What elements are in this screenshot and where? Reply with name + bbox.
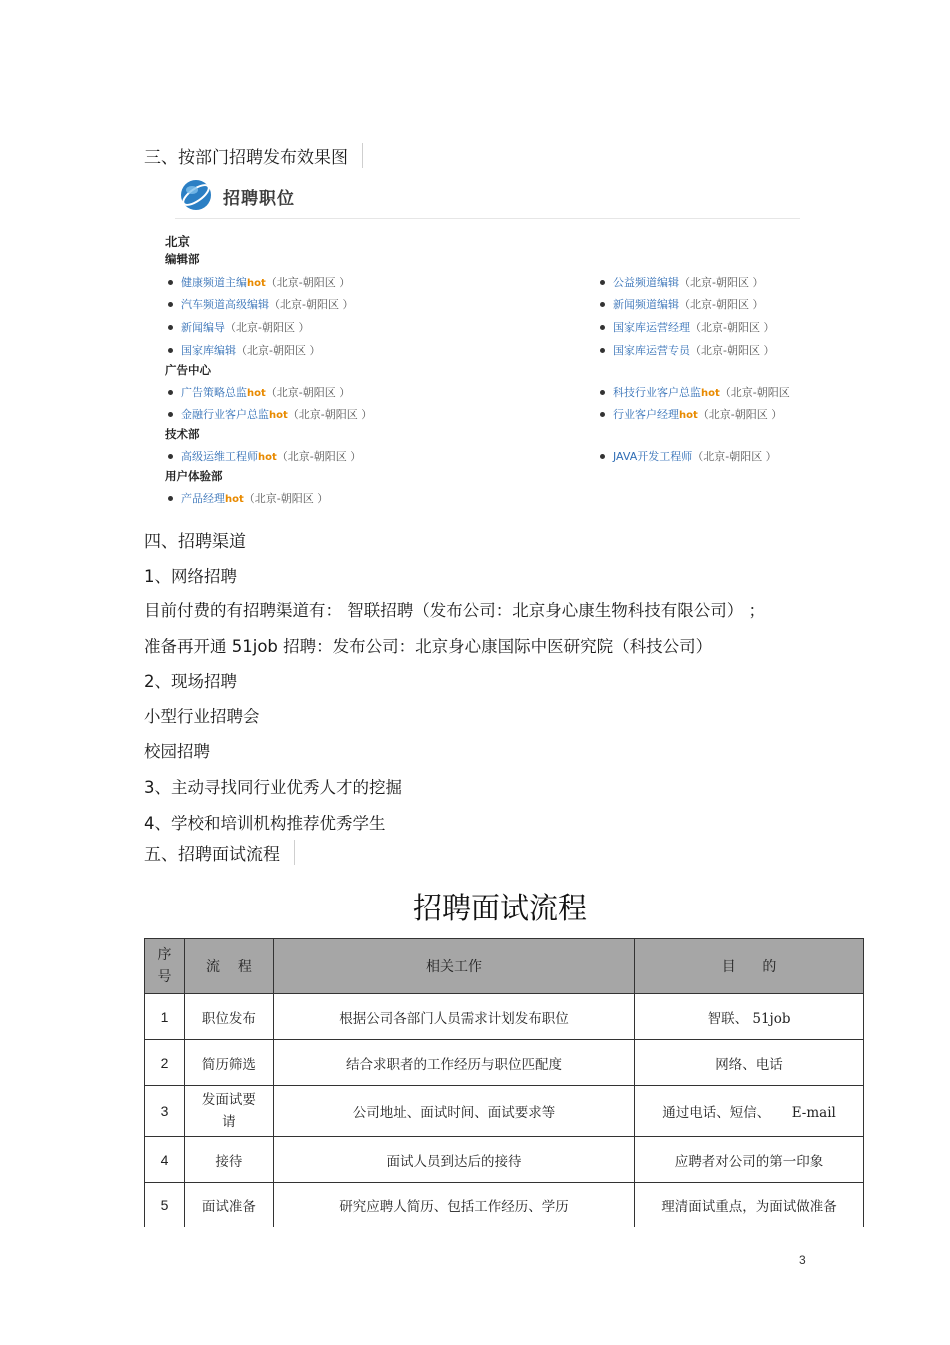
job-link[interactable]: [168, 274, 350, 290]
job-title[interactable]: 国家库运营经理: [613, 321, 690, 334]
dept-label-advertising: 广告中心: [165, 363, 211, 377]
table-header-row: [145, 939, 864, 994]
cell-seq: 1: [145, 994, 185, 1040]
job-location: （北京-朝阳区 ）: [265, 386, 351, 399]
cell-seq: 4: [145, 1137, 185, 1183]
header-purpose: 目 的: [635, 939, 864, 994]
job-location: （北京-朝阳区 ）: [679, 298, 764, 311]
channel-line: 3、主动寻找同行业优秀人才的挖掘: [144, 778, 402, 797]
cell-related-work: 研究应聘人简历、包括工作经历、学历: [273, 1183, 634, 1227]
section4-heading: 四、招聘渠道: [144, 532, 246, 552]
job-location: （北京-朝阳区 ）: [690, 321, 775, 334]
job-link[interactable]: [168, 490, 328, 506]
job-title[interactable]: JAVA开发工程师: [613, 450, 693, 463]
header-seq: 序号: [145, 939, 185, 994]
cell-seq: 2: [145, 1040, 185, 1086]
channel-line: 4、学校和培训机构推荐优秀学生: [144, 814, 386, 833]
cell-purpose: 应聘者对公司的第一印象: [635, 1137, 864, 1183]
job-location: （北京-朝阳区 ）: [236, 344, 321, 357]
job-link[interactable]: [168, 342, 320, 358]
cell-purpose: 理清面试重点，为面试做准备: [635, 1183, 864, 1227]
job-title[interactable]: 广告策略总监: [181, 386, 247, 399]
page-number: 3: [799, 1253, 806, 1267]
hot-badge: hot: [247, 278, 266, 289]
channel-line: 目前付费的有招聘渠道有： 智联招聘（发布公司：北京身心康生物科技有限公司） ；: [144, 601, 765, 620]
bullet-icon: [600, 348, 605, 353]
header-process: 流 程: [184, 939, 273, 994]
bullet-icon: [600, 325, 605, 330]
widget-title: 招聘职位: [223, 189, 295, 209]
section5-heading: 五、招聘面试流程: [144, 840, 295, 865]
cell-related-work: 公司地址、面试时间、面试要求等: [273, 1086, 634, 1137]
job-title[interactable]: 行业客户经理: [613, 408, 679, 421]
dept-label-tech: 技术部: [165, 427, 200, 441]
channel-line: 2、现场招聘: [144, 672, 237, 691]
job-link[interactable]: [600, 274, 763, 290]
job-title[interactable]: 国家库运营专员: [613, 344, 690, 357]
channel-line: 1、网络招聘: [144, 567, 237, 586]
hot-badge: hot: [247, 388, 266, 399]
hot-badge: hot: [225, 494, 244, 505]
table-title: 招聘面试流程: [412, 891, 587, 925]
bullet-icon: [168, 412, 173, 417]
job-location: （北京-朝阳区 ）: [690, 344, 775, 357]
job-location: （北京-朝阳区 ）: [265, 276, 351, 289]
bullet-icon: [168, 496, 173, 501]
bullet-icon: [168, 325, 173, 330]
job-title[interactable]: 产品经理: [181, 492, 225, 505]
table-row: [145, 1086, 864, 1137]
recruitment-widget: [165, 172, 800, 512]
job-link[interactable]: [600, 342, 774, 358]
job-link[interactable]: [168, 319, 309, 335]
bullet-icon: [168, 454, 173, 459]
cell-process: 面试准备: [184, 1183, 273, 1227]
cell-purpose: 网络、电话: [635, 1040, 864, 1086]
job-title[interactable]: 金融行业客户总监: [181, 408, 269, 421]
channel-line: 准备再开通 51job 招聘：发布公司：北京身心康国际中医研究院（科技公司）: [144, 637, 713, 656]
job-location: （北京-朝阳区 ）: [287, 408, 373, 421]
job-title[interactable]: 国家库编辑: [181, 344, 236, 357]
city-label: 北京: [165, 234, 191, 249]
hot-badge: hot: [701, 388, 720, 399]
bullet-icon: [600, 412, 605, 417]
channel-line: 校园招聘: [144, 742, 210, 761]
dept-label-editorial: 编辑部: [165, 252, 200, 266]
cell-purpose: 智联、 51job: [635, 994, 864, 1040]
cell-seq: 3: [145, 1086, 185, 1137]
job-location: （北京-朝阳区 ）: [225, 321, 310, 334]
widget-divider: [175, 218, 800, 219]
job-link[interactable]: [600, 296, 763, 312]
table-row: [145, 1183, 864, 1227]
cell-related-work: 结合求职者的工作经历与职位匹配度: [273, 1040, 634, 1086]
job-link[interactable]: [600, 384, 790, 400]
hot-badge: hot: [679, 410, 698, 421]
cell-related-work: 根据公司各部门人员需求计划发布职位: [273, 994, 634, 1040]
table-row: [145, 994, 864, 1040]
cell-purpose: 通过电话、短信、 E-mail: [635, 1086, 864, 1137]
job-location: （北京-朝阳区 ）: [692, 450, 777, 463]
bullet-icon: [168, 390, 173, 395]
job-location: （北京-朝阳区 ）: [243, 492, 329, 505]
cell-seq: 5: [145, 1183, 185, 1227]
job-title[interactable]: 新闻编导: [181, 321, 225, 334]
cell-process: 接待: [184, 1137, 273, 1183]
job-title[interactable]: 公益频道编辑: [613, 276, 679, 289]
table-row: [145, 1040, 864, 1086]
globe-logo-icon: [179, 178, 213, 212]
job-location: （北京-朝阳区: [719, 386, 790, 399]
job-location: （北京-朝阳区 ）: [269, 298, 354, 311]
job-link[interactable]: [168, 296, 353, 312]
job-link[interactable]: [600, 448, 777, 464]
cell-process: 发面试要请: [184, 1086, 273, 1137]
job-title[interactable]: 高级运维工程师: [181, 450, 258, 463]
job-location: （北京-朝阳区 ）: [276, 450, 362, 463]
bullet-icon: [600, 454, 605, 459]
job-link[interactable]: [168, 384, 350, 400]
cell-process: 职位发布: [184, 994, 273, 1040]
bullet-icon: [168, 280, 173, 285]
cell-related-work: 面试人员到达后的接待: [273, 1137, 634, 1183]
channel-line: 小型行业招聘会: [144, 707, 260, 726]
bullet-icon: [600, 390, 605, 395]
job-location: （北京-朝阳区 ）: [697, 408, 783, 421]
job-title[interactable]: 汽车频道高级编辑: [181, 298, 269, 311]
bullet-icon: [168, 302, 173, 307]
job-title[interactable]: 新闻频道编辑: [613, 298, 679, 311]
interview-flow-table: [144, 938, 864, 1227]
job-title[interactable]: 科技行业客户总监: [613, 386, 701, 399]
job-link[interactable]: [600, 406, 782, 422]
job-title[interactable]: 健康频道主编: [181, 276, 247, 289]
cell-process: 简历筛选: [184, 1040, 273, 1086]
job-link[interactable]: [168, 406, 372, 422]
dept-label-ux: 用户体验部: [165, 469, 223, 483]
job-link[interactable]: [168, 448, 361, 464]
header-related-work: 相关工作: [273, 939, 634, 994]
job-location: （北京-朝阳区 ）: [679, 276, 764, 289]
hot-badge: hot: [269, 410, 288, 421]
job-link[interactable]: [600, 319, 774, 335]
hot-badge: hot: [258, 452, 277, 463]
table-row: [145, 1137, 864, 1183]
bullet-icon: [600, 280, 605, 285]
bullet-icon: [168, 348, 173, 353]
bullet-icon: [600, 302, 605, 307]
section3-heading: 三、按部门招聘发布效果图: [144, 143, 363, 168]
